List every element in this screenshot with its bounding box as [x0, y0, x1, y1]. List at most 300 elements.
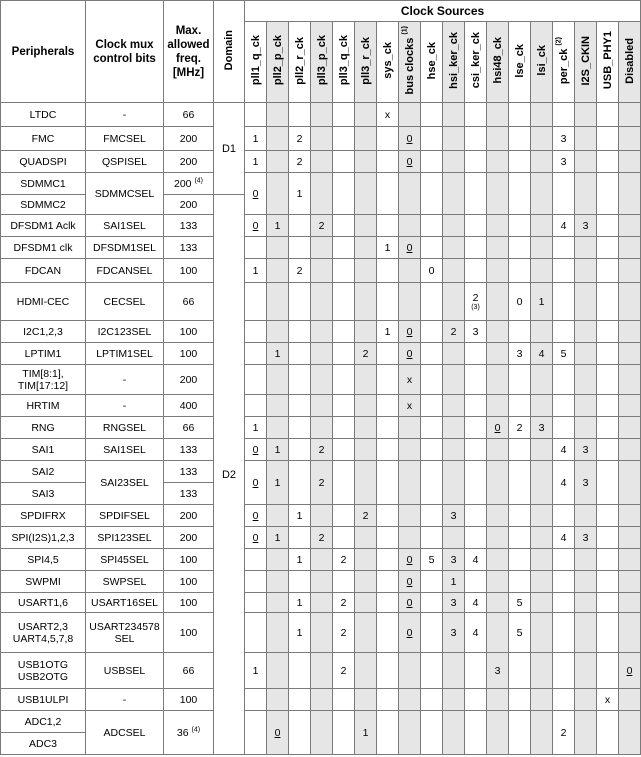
selection-value: 2 — [516, 421, 523, 434]
selection-value: 1 — [274, 476, 281, 489]
mux-cell — [86, 593, 164, 613]
mux-cell — [86, 127, 164, 151]
table-row — [1, 173, 641, 195]
source-cell — [355, 103, 377, 127]
source-cell — [355, 439, 377, 461]
source-cell — [443, 151, 465, 173]
source-cell — [553, 689, 575, 711]
source-cell — [531, 343, 553, 365]
source-cell — [311, 505, 333, 527]
source-cell — [289, 505, 311, 527]
source-cell — [487, 417, 509, 439]
source-cell — [421, 103, 443, 127]
source-cell — [575, 151, 597, 173]
source-cell — [421, 395, 443, 417]
source-cell — [267, 215, 289, 237]
source-cell — [619, 321, 641, 343]
source-label — [426, 42, 438, 79]
source-cell — [465, 173, 487, 215]
source-cell — [245, 417, 267, 439]
source-cell — [245, 395, 267, 417]
source-cell — [289, 549, 311, 571]
source-cell — [289, 127, 311, 151]
mux-control-bits: SPDIFSEL — [99, 509, 150, 522]
freq-cell — [164, 173, 214, 195]
source-cell — [531, 395, 553, 417]
source-cell — [399, 259, 421, 283]
selection-value: 1 — [384, 325, 391, 338]
source-cell — [443, 283, 465, 321]
selection-value: 5 — [516, 626, 523, 639]
source-cell — [487, 365, 509, 395]
source-cell — [509, 237, 531, 259]
table-row — [1, 365, 641, 395]
max-freq-value: 100 — [179, 596, 198, 609]
mux-cell — [86, 343, 164, 365]
freq-cell — [164, 505, 214, 527]
source-cell — [553, 613, 575, 653]
max-freq-value: 133 — [179, 443, 198, 456]
source-cell — [421, 237, 443, 259]
table-row — [1, 237, 641, 259]
source-cell — [333, 151, 355, 173]
source-cell — [531, 527, 553, 549]
source-cell — [355, 321, 377, 343]
selection-value: 1 — [384, 241, 391, 254]
source-cell — [333, 711, 355, 755]
source-cell — [311, 417, 333, 439]
selection-value: 0 — [252, 219, 259, 232]
source-cell — [333, 283, 355, 321]
header-clock-mux-label: Clock mux control bits — [93, 38, 156, 65]
source-cell — [267, 593, 289, 613]
peripheral-cell — [1, 733, 86, 755]
source-cell — [267, 321, 289, 343]
source-header-8 — [421, 22, 443, 103]
header-clock-sources — [245, 1, 641, 22]
source-cell — [443, 259, 465, 283]
source-cell — [509, 259, 531, 283]
freq-cell — [164, 461, 214, 483]
source-cell — [421, 593, 443, 613]
source-cell — [465, 549, 487, 571]
source-cell — [509, 711, 531, 755]
max-freq-value: 66 — [182, 664, 195, 677]
source-cell — [355, 505, 377, 527]
peripheral-name: USART1,6 — [18, 596, 68, 609]
source-cell — [245, 127, 267, 151]
peripheral-cell — [1, 259, 86, 283]
mux-control-bits: USART16SEL — [91, 596, 158, 609]
source-cell — [575, 549, 597, 571]
source-cell — [333, 395, 355, 417]
source-cell — [377, 505, 399, 527]
source-cell — [531, 151, 553, 173]
mux-control-bits: RNGSEL — [102, 421, 147, 434]
source-cell — [289, 237, 311, 259]
source-cell — [267, 571, 289, 593]
source-cell — [553, 653, 575, 689]
table-row — [1, 549, 641, 571]
table-row — [1, 613, 641, 653]
source-label — [338, 35, 350, 85]
source-cell — [355, 215, 377, 237]
selection-value: 3 — [450, 626, 457, 639]
source-header-17 — [619, 22, 641, 103]
source-label-note: (1) — [400, 26, 408, 35]
source-cell — [443, 365, 465, 395]
source-cell — [487, 461, 509, 505]
source-cell — [245, 593, 267, 613]
source-cell — [531, 461, 553, 505]
source-cell — [267, 653, 289, 689]
source-cell — [465, 321, 487, 343]
source-cell — [575, 417, 597, 439]
source-cell — [597, 593, 619, 613]
source-cell — [355, 259, 377, 283]
mux-control-bits: USBSEL — [103, 664, 146, 677]
source-cell — [311, 343, 333, 365]
selection-value: 4 — [560, 443, 567, 456]
source-label-text: pll2_r_ck — [293, 36, 306, 85]
source-cell — [311, 461, 333, 505]
source-cell — [531, 103, 553, 127]
source-header-1 — [267, 22, 289, 103]
source-cell — [377, 237, 399, 259]
source-cell — [597, 215, 619, 237]
source-cell — [355, 127, 377, 151]
selection-value: 1 — [274, 443, 281, 456]
selection-value: 0 — [406, 626, 413, 639]
max-freq-value: 200 — [173, 177, 192, 190]
source-cell — [421, 127, 443, 151]
source-cell — [245, 613, 267, 653]
source-cell — [399, 613, 421, 653]
source-cell — [289, 103, 311, 127]
source-cell — [377, 321, 399, 343]
source-cell — [377, 151, 399, 173]
selection-value: 3 — [560, 132, 567, 145]
source-cell — [245, 103, 267, 127]
source-cell — [487, 215, 509, 237]
source-cell — [377, 613, 399, 653]
peripheral-cell — [1, 439, 86, 461]
source-label — [250, 35, 262, 85]
source-cell — [399, 439, 421, 461]
mux-control-bits: FDCANSEL — [96, 264, 153, 277]
table-row — [1, 711, 641, 733]
source-cell — [355, 613, 377, 653]
mux-control-bits: - — [122, 108, 127, 121]
source-cell — [487, 103, 509, 127]
source-cell — [465, 593, 487, 613]
peripheral-cell — [1, 321, 86, 343]
source-label-text: bus clocks — [403, 37, 416, 95]
source-cell — [597, 417, 619, 439]
source-cell — [267, 237, 289, 259]
selection-value: 3 — [582, 476, 589, 489]
selection-value: 2 — [340, 664, 347, 677]
peripheral-cell — [1, 653, 86, 689]
source-label — [514, 44, 526, 78]
source-cell — [553, 527, 575, 549]
source-cell — [619, 613, 641, 653]
selection-value: x — [406, 399, 413, 412]
peripheral-cell — [1, 571, 86, 593]
source-cell — [575, 689, 597, 711]
source-cell — [333, 417, 355, 439]
source-cell — [289, 259, 311, 283]
source-cell — [465, 417, 487, 439]
source-cell — [531, 215, 553, 237]
peripheral-cell — [1, 195, 86, 215]
source-cell — [619, 173, 641, 215]
source-cell — [399, 103, 421, 127]
table-row — [1, 215, 641, 237]
source-cell — [355, 173, 377, 215]
source-cell — [443, 343, 465, 365]
selection-value: 4 — [472, 626, 479, 639]
source-cell — [465, 127, 487, 151]
peripheral-cell — [1, 527, 86, 549]
source-cell — [355, 571, 377, 593]
source-cell — [619, 711, 641, 755]
source-cell — [443, 505, 465, 527]
source-cell — [399, 505, 421, 527]
source-cell — [377, 259, 399, 283]
source-cell — [553, 151, 575, 173]
max-freq-value: 200 — [179, 531, 198, 544]
source-cell — [267, 127, 289, 151]
source-cell — [399, 215, 421, 237]
source-cell — [619, 151, 641, 173]
freq-cell — [164, 395, 214, 417]
source-cell — [619, 343, 641, 365]
source-cell — [531, 653, 553, 689]
source-cell — [355, 461, 377, 505]
source-label — [382, 42, 394, 79]
max-freq-value: 133 — [179, 465, 198, 478]
max-freq-value: 100 — [179, 553, 198, 566]
source-cell — [267, 439, 289, 461]
freq-cell — [164, 549, 214, 571]
source-cell — [509, 653, 531, 689]
source-cell — [377, 653, 399, 689]
peripheral-cell — [1, 173, 86, 195]
mux-cell — [86, 365, 164, 395]
selection-value: 2 — [318, 476, 325, 489]
source-cell — [575, 527, 597, 549]
source-cell — [509, 283, 531, 321]
source-cell — [355, 365, 377, 395]
source-label-text: pll3_p_ck — [315, 35, 328, 86]
source-cell — [311, 593, 333, 613]
source-cell — [355, 711, 377, 755]
peripheral-cell — [1, 483, 86, 505]
source-cell — [553, 321, 575, 343]
source-cell — [553, 395, 575, 417]
peripheral-name: USB1OTG USB2OTG — [17, 658, 69, 683]
table-row — [1, 417, 641, 439]
source-cell — [421, 215, 443, 237]
source-cell — [509, 103, 531, 127]
source-cell — [443, 321, 465, 343]
source-cell — [619, 215, 641, 237]
source-cell — [311, 237, 333, 259]
mux-control-bits: SAI1SEL — [103, 443, 146, 456]
source-cell — [597, 549, 619, 571]
mux-control-bits: ADCSEL — [103, 726, 146, 739]
source-cell — [421, 527, 443, 549]
mux-cell — [86, 613, 164, 653]
source-cell — [355, 593, 377, 613]
source-cell — [531, 259, 553, 283]
source-cell — [421, 571, 443, 593]
source-cell — [509, 365, 531, 395]
source-cell — [333, 321, 355, 343]
source-cell — [465, 215, 487, 237]
source-cell — [619, 505, 641, 527]
mux-cell — [86, 321, 164, 343]
freq-cell — [164, 711, 214, 755]
source-header-6 — [377, 22, 399, 103]
source-cell — [311, 259, 333, 283]
source-cell — [245, 365, 267, 395]
source-label-text: hsi_ker_ck — [447, 32, 460, 89]
source-cell — [575, 343, 597, 365]
source-cell — [443, 127, 465, 151]
source-cell — [399, 173, 421, 215]
max-freq-value: 36 — [176, 726, 189, 739]
source-cell — [597, 151, 619, 173]
source-cell — [443, 653, 465, 689]
source-cell — [465, 527, 487, 549]
selection-value: x — [384, 108, 391, 121]
source-cell — [399, 283, 421, 321]
peripheral-name: RNG — [31, 421, 55, 434]
source-cell — [421, 653, 443, 689]
source-cell — [377, 103, 399, 127]
source-cell — [377, 689, 399, 711]
source-cell — [421, 259, 443, 283]
source-cell — [575, 127, 597, 151]
source-cell — [575, 365, 597, 395]
source-cell — [289, 439, 311, 461]
selection-value: 1 — [252, 132, 259, 145]
mux-cell — [86, 653, 164, 689]
freq-cell — [164, 195, 214, 215]
source-cell — [465, 689, 487, 711]
selection-value: 1 — [274, 531, 281, 544]
source-cell — [575, 173, 597, 215]
source-cell — [399, 321, 421, 343]
source-cell — [443, 527, 465, 549]
source-cell — [333, 527, 355, 549]
selection-value: 3 — [560, 155, 567, 168]
selection-value: x — [406, 373, 413, 386]
source-cell — [311, 395, 333, 417]
source-cell — [597, 571, 619, 593]
source-cell — [487, 593, 509, 613]
source-cell — [399, 417, 421, 439]
table-row — [1, 505, 641, 527]
mux-cell — [86, 689, 164, 711]
peripheral-cell — [1, 505, 86, 527]
source-cell — [245, 711, 267, 755]
source-cell — [377, 365, 399, 395]
source-cell — [421, 711, 443, 755]
selection-value: 1 — [296, 553, 303, 566]
mux-cell — [86, 417, 164, 439]
mux-control-bits: I2C123SEL — [97, 325, 152, 338]
source-label — [400, 26, 416, 95]
mux-cell — [86, 283, 164, 321]
header-peripherals — [1, 1, 86, 103]
source-cell — [421, 439, 443, 461]
source-cell — [619, 127, 641, 151]
source-cell — [553, 417, 575, 439]
table-row — [1, 439, 641, 461]
source-cell — [487, 571, 509, 593]
source-cell — [619, 527, 641, 549]
source-cell — [421, 461, 443, 505]
source-cell — [355, 653, 377, 689]
mux-cell — [86, 439, 164, 461]
freq-note: (4) — [191, 726, 201, 733]
peripheral-name: SAI3 — [31, 487, 55, 500]
selection-value: 2 — [560, 726, 567, 739]
selection-value: 3 — [582, 443, 589, 456]
peripheral-cell — [1, 689, 86, 711]
source-label-text: pll3_r_ck — [359, 36, 372, 85]
source-label-text: pll1_q_ck — [249, 35, 262, 86]
mux-cell — [86, 237, 164, 259]
mux-cell — [86, 549, 164, 571]
source-cell — [399, 151, 421, 173]
table-row — [1, 321, 641, 343]
freq-cell — [164, 613, 214, 653]
table-row — [1, 571, 641, 593]
table-row — [1, 103, 641, 127]
source-header-2 — [289, 22, 311, 103]
header-max-freq — [164, 1, 214, 103]
source-cell — [575, 283, 597, 321]
source-cell — [575, 593, 597, 613]
peripheral-name: USB1ULPI — [17, 693, 69, 706]
source-cell — [245, 439, 267, 461]
peripheral-name: HDMI-CEC — [16, 295, 70, 308]
table-row — [1, 259, 641, 283]
table-row — [1, 593, 641, 613]
source-cell — [289, 151, 311, 173]
source-cell — [399, 461, 421, 505]
source-cell — [267, 365, 289, 395]
source-label-text: pll2_p_ck — [271, 35, 284, 86]
source-cell — [333, 571, 355, 593]
source-cell — [399, 395, 421, 417]
selection-value: 2 — [296, 155, 303, 168]
source-cell — [421, 283, 443, 321]
source-cell — [509, 505, 531, 527]
source-cell — [553, 215, 575, 237]
source-cell — [509, 461, 531, 505]
source-label — [448, 32, 460, 89]
peripheral-cell — [1, 711, 86, 733]
source-cell — [487, 439, 509, 461]
mux-control-bits: SAI1SEL — [103, 219, 146, 232]
selection-value: 0 — [406, 575, 413, 588]
source-cell — [377, 593, 399, 613]
